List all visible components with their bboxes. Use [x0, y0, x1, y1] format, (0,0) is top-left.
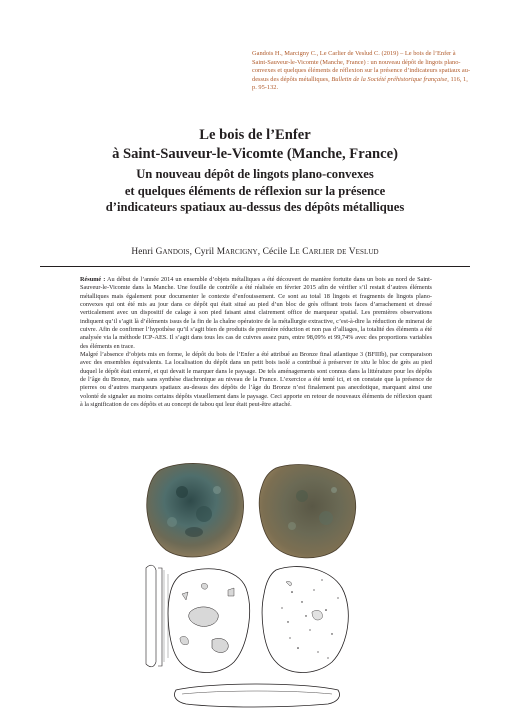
ingot-figure: [142, 462, 362, 712]
author-1-first: Henri: [131, 247, 154, 257]
author-1-last: Gandois: [155, 247, 190, 257]
ingot-drawing-bottom: [262, 567, 348, 673]
subtitle-line-3: d’indicateurs spatiaux au-dessus des dépôts métalliques: [105, 200, 405, 215]
citation-text: Gandois H., Marcigny C., Le Carlier de Veslud C. (2019) – Le bois de l’Enfer à Saint-Sauveur-le-Vicomte (Manche, France) : un nouveau dépôt de lingots plano-convexes et quelques éléments de réflexion sur la présence d’indicateurs spatiaux au-dessus des dépôts métalliques,: [252, 50, 471, 83]
author-3-first: Cécile: [262, 247, 288, 257]
author-3-last: Le Carlier de Veslud: [289, 247, 379, 257]
citation-journal: Bulletin de la Société préhistorique française,: [331, 75, 449, 83]
abstract-text-2a: Malgré l’absence d’objets mis en forme, le dépôt du bois de l’Enfer a été attribué au Bronze final atlantique 3 (BFIIIb), par comparaison avec des ensembles équivalents. La localisation du dépôt dans un petit bois isolé a contribué à préserver: [80, 351, 432, 367]
abstract-paragraph-2: [80, 351, 432, 409]
abstract-paragraph-1: [80, 276, 432, 351]
subtitle-line-1: Un nouveau dépôt de lingots plano-convexes: [136, 167, 374, 181]
main-title-line-2: à Saint-Sauveur-le-Vicomte (Manche, France): [112, 145, 398, 162]
ingot-drawing-section: [174, 684, 339, 707]
author-2-last: Marcigny: [216, 247, 258, 257]
ingot-drawing-top: [168, 569, 249, 673]
author-2-first: Cyril: [194, 247, 215, 257]
ingot-photo-top: [147, 463, 244, 557]
title-block: [40, 126, 470, 216]
ingot-photo-bottom: [259, 465, 355, 558]
abstract: [80, 276, 432, 410]
author-separator: ,: [257, 247, 263, 257]
ingot-figure-art: [142, 462, 362, 712]
author-separator: ,: [189, 247, 195, 257]
main-title: [40, 126, 470, 163]
ingot-section-profile: [146, 565, 168, 667]
subtitle-line-2: et quelques éléments de réflexion sur la présence: [124, 183, 386, 198]
citation-block: [252, 50, 472, 93]
main-title-line-1: Le bois de l’Enfer: [199, 127, 311, 143]
abstract-label: Résumé :: [80, 276, 106, 283]
header-divider: [40, 266, 470, 267]
citation-details: 116, 1, p. 95-132.: [252, 75, 468, 92]
author-list: [0, 247, 510, 257]
abstract-in-situ: in situ: [353, 359, 370, 367]
subtitle: [40, 166, 470, 216]
abstract-text-2b: le bloc de grès au pied duquel le dépôt était enterré, et qui devait le marquer dans le paysage. De tels aménagements sont connus dans la littérature pour les dépôts de l’âge du Bronze, mais sans synthèse diachronique au niveau de la France. L’exercice a été tenté ici, et on constate que la présence de pierres ou d’autres marqueurs spatiaux au-dessus des dépôts de l’âge du Bronze n’est finalement pas anecdotique, marquant ainsi une volonté de signaler au moins certains dépôts visuellement dans le paysage. Ceci apporte en retour de nouveaux éléments de réflexion quant à la signification de ces dépôts et au concept de tabou qui leur était peut-être attaché.: [80, 359, 432, 409]
abstract-text-1: Au début de l’année 2014 un ensemble d’objets métalliques a été découvert de manière fortuite dans un bois au nord de Saint-Sauveur-le-Vicomte dans la Manche. Une fouille de contrôle a été réalisée en février 2015 afin de vérifier s’il restait d’autres éléments métalliques mais également pour documenter le contexte d’enfouissement. Ce sont au total 18 lingots et fragments de lingots plano-convexes qui ont été mis au jour dans ce dépôt qui était situé au pied d’un bloc de grès offrant trois faces d’arrachement et dressé verticalement avec un dispositif de calage à son pied faisant ainsi clairement office de marqueur spatial. Les premières observations indiquent qu’il s’agit là d’éléments issus de la fin de la chaîne opératoire de la métallurgie extractive, c’est-à-dire la réduction de minerai de cuivre. Afin de confirmer l’hypothèse qu’il s’agit bien de produits de première réduction et non pas d’alliages, la totalité des éléments a été analysée via la méthode ICP-AES. Il s’agit dans tous les cas de cuivres assez purs, entre 98,09% et 99,74% avec des proportions variables des éléments en trace.: [80, 276, 432, 350]
